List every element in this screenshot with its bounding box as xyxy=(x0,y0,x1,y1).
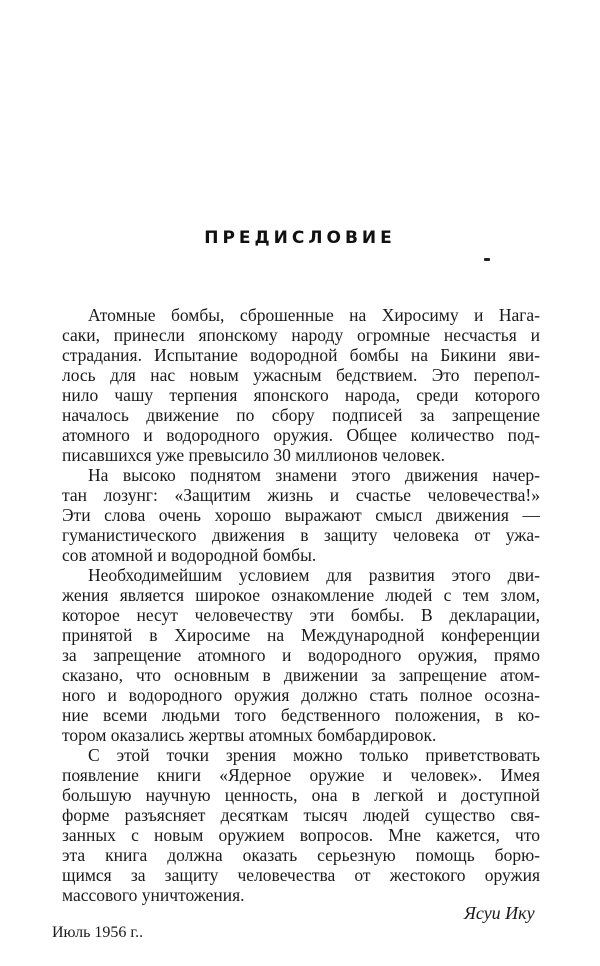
text-line: На высоко поднятом знамени этого движения начер- xyxy=(88,465,540,485)
text-line: появление книги «Ядерное оружие и человек». Имея xyxy=(62,765,540,785)
text-line: С этой точки зрения можно только приветствовать xyxy=(88,745,540,765)
text-line: страдания. Испытание водородной бомбы на Бикини яви- xyxy=(62,345,540,365)
text-line: за запрещение атомного и водородного оружия, прямо xyxy=(62,645,540,665)
text-line: жения является широкое ознакомление людей с тем злом, xyxy=(62,585,540,605)
text-line: сов атомной и водородной бомбы. xyxy=(62,545,317,565)
text-line: писавшихся уже превысило 30 миллионов человек. xyxy=(62,445,445,465)
text-line: ние всеми людьми того бедственного положения, в ко- xyxy=(62,705,540,725)
text-line: тан лозунг: «Защитим жизнь и счастье человечества!» xyxy=(62,485,540,505)
text-line: тором оказались жертвы атомных бомбардировок. xyxy=(62,725,437,745)
text-line: эта книга должна оказать серьезную помощь борю- xyxy=(62,845,540,865)
preface-body xyxy=(62,305,540,905)
text-line: большую научную ценность, она в легкой и доступной xyxy=(62,785,540,805)
author-signature: Ясуи Ику xyxy=(464,903,535,923)
page-title: ПРЕДИСЛОВИЕ xyxy=(204,228,396,248)
text-line: форме разъясняет десяткам тысяч людей существо свя- xyxy=(62,805,540,825)
text-line: Атомные бомбы, сброшенные на Хиросиму и Нага- xyxy=(88,305,540,325)
text-line: лось для нас новым ужасным бедствием. Это перепол- xyxy=(62,365,540,385)
text-line: Эти слова очень хорошо выражают смысл движения — xyxy=(62,505,540,525)
print-speck xyxy=(484,258,490,261)
text-line: началось движение по сбору подписей за запрещение xyxy=(62,405,540,425)
text-line: ного и водородного оружия должно стать полное осозна- xyxy=(62,685,540,705)
text-line: атомного и водородного оружия. Общее количество под- xyxy=(62,425,540,445)
text-line: щимся за защиту человечества от жестокого оружия xyxy=(62,865,540,885)
text-line: гуманистического движения в защиту человека от ужа- xyxy=(62,525,540,545)
text-line: занных с новым оружием вопросов. Мне кажется, что xyxy=(62,825,540,845)
text-line: Необходимейшим условием для развития этого дви- xyxy=(88,565,540,585)
text-line: массового уничтожения. xyxy=(62,885,245,905)
text-line: нило чашу терпения японского народа, среди которого xyxy=(62,385,540,405)
date-line: Июль 1956 г.. xyxy=(52,924,144,941)
text-line: принятой в Хиросиме на Международной конференции xyxy=(62,625,540,645)
text-line: которое несут человечеству эти бомбы. В декларации, xyxy=(62,605,540,625)
text-line: сказано, что основным в движении за запрещение атом- xyxy=(62,665,540,685)
text-line: саки, принесли японскому народу огромные несчастья и xyxy=(62,325,540,345)
